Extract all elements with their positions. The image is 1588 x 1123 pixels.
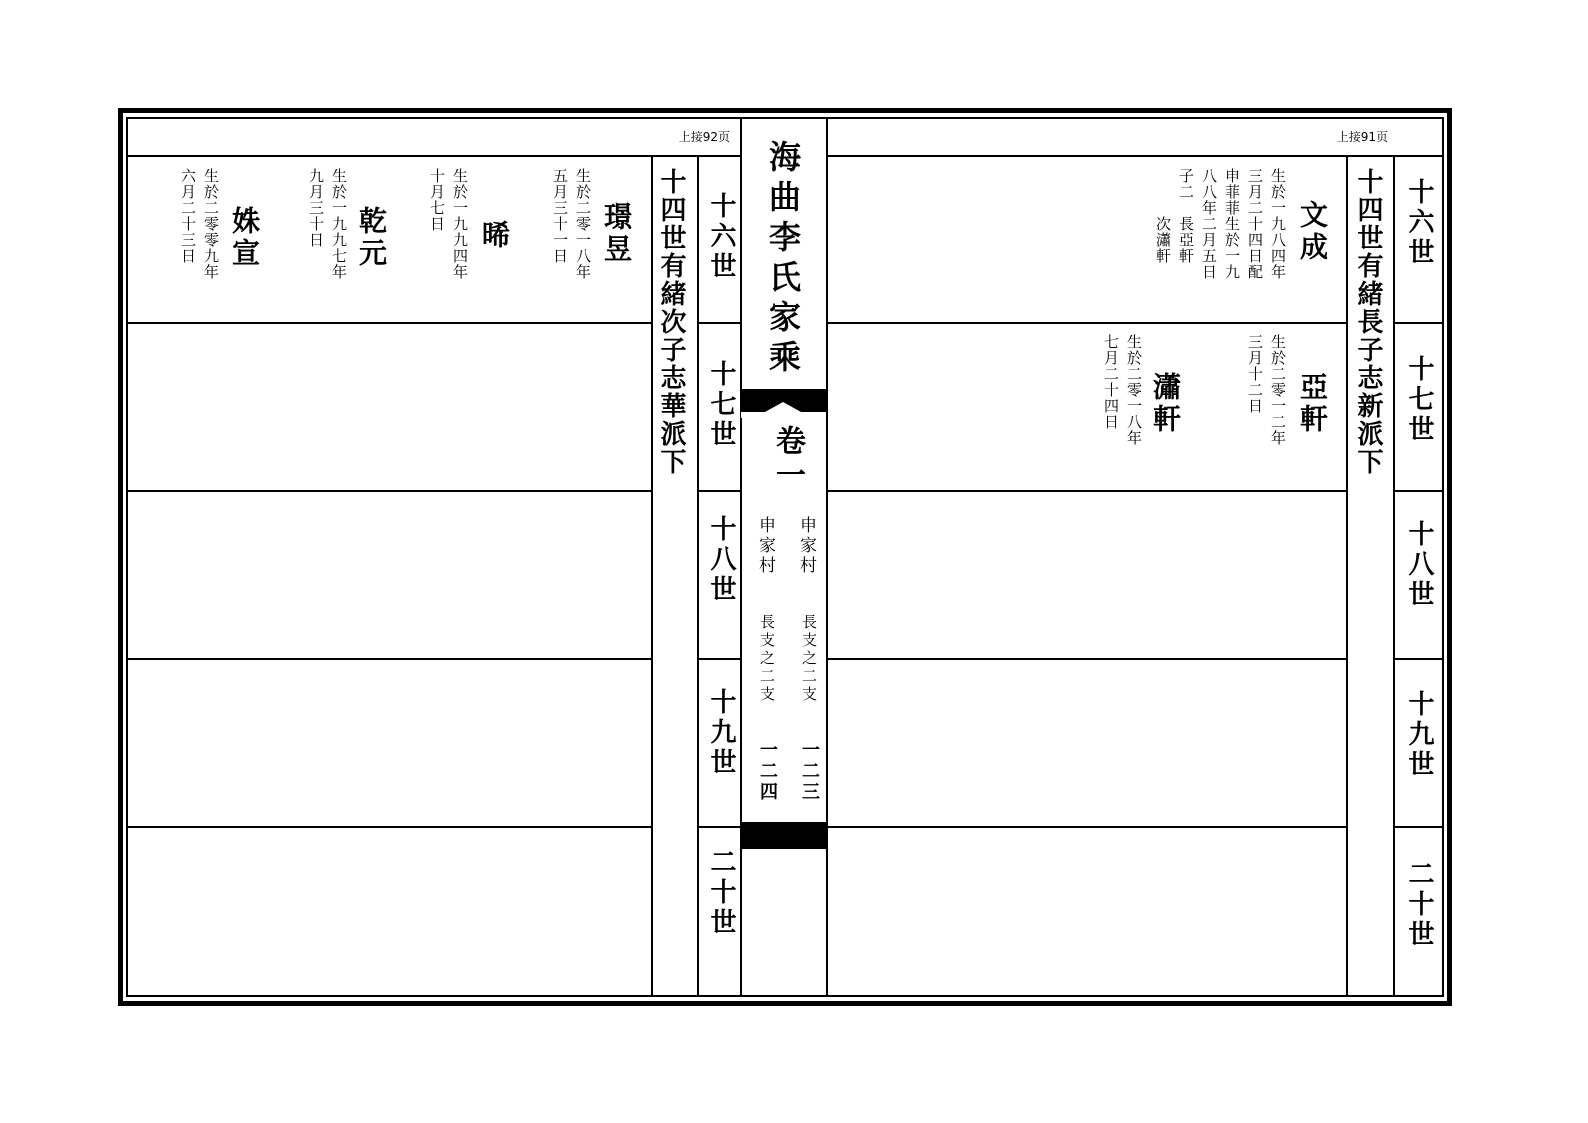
left-gen-label: 十六世 (706, 192, 736, 282)
right-gen-label: 十六世 (1404, 178, 1434, 268)
right-row-divider (827, 322, 1346, 324)
left-row-divider (127, 826, 651, 828)
right-gen-divider (1393, 322, 1443, 324)
left-gen-divider (697, 322, 740, 324)
person-info: 三月二十四日配 (1246, 168, 1264, 280)
left-row-divider (127, 658, 651, 660)
person-name: 璟昱 (600, 202, 633, 266)
spine-band-bottom (741, 822, 826, 852)
village-label: 申家村 (796, 516, 816, 576)
person-info: 五月三十一日 (551, 168, 569, 264)
left-header-divider (127, 155, 740, 157)
person-info: 生於一九八四年 (1269, 168, 1287, 280)
left-row-divider (127, 490, 651, 492)
person-info: 生於二零一八年 (1125, 334, 1143, 446)
spine-right-edge (826, 118, 828, 996)
right-gen-col-edge (1393, 156, 1395, 996)
person-info: 子二 長亞軒 (1177, 168, 1195, 264)
left-gen-label: 十八世 (706, 515, 736, 605)
right-gen-divider (1393, 490, 1443, 492)
branch-label: 長支之二支 (800, 614, 818, 704)
person-name: 亞軒 (1296, 372, 1329, 436)
right-header-divider (827, 155, 1443, 157)
branch-label: 長支之二支 (758, 614, 776, 704)
right-row-divider (827, 826, 1346, 828)
person-name: 乾元 (355, 206, 388, 270)
continuation-right: 上接91页 (1336, 130, 1388, 144)
volume-label: 卷一 (770, 425, 805, 493)
person-info: 生於一九九七年 (330, 168, 348, 280)
right-row-divider (827, 658, 1346, 660)
right-gen-label: 二十世 (1404, 860, 1434, 950)
person-info: 次瀟軒 (1154, 168, 1172, 264)
left-branch-title: 十四世有緒次子志華派下 (656, 168, 686, 476)
right-gen-label: 十八世 (1404, 520, 1434, 610)
person-name: 晞 (478, 220, 511, 252)
person-info: 三月十二日 (1246, 334, 1264, 414)
left-gen-label: 十九世 (706, 688, 736, 778)
village-label: 申家村 (755, 516, 775, 576)
page-number: 一二三 (799, 740, 820, 803)
person-name: 姝宣 (228, 206, 261, 270)
person-info: 生於二零零九年 (202, 168, 220, 280)
left-branch-col-edge (651, 156, 653, 996)
page-number: 一二四 (757, 740, 778, 803)
right-gen-divider (1393, 658, 1443, 660)
person-info: 六月二十三日 (179, 168, 197, 264)
book-title: 海曲李氏家乘 (764, 140, 802, 380)
person-info: 八八年二月五日 (1200, 168, 1218, 280)
left-gen-col-edge (697, 156, 699, 996)
right-branch-title: 十四世有緒長子志新派下 (1353, 168, 1383, 476)
person-info: 生於一九九四年 (451, 168, 469, 280)
left-gen-divider (697, 658, 740, 660)
continuation-left: 上接92页 (678, 130, 730, 144)
right-gen-label: 十九世 (1404, 690, 1434, 780)
left-gen-label: 二十世 (706, 848, 736, 938)
left-row-divider (127, 322, 651, 324)
left-gen-divider (697, 826, 740, 828)
person-info: 申菲菲生於一九 (1223, 168, 1241, 280)
person-name: 瀟軒 (1149, 372, 1182, 436)
left-gen-divider (697, 490, 740, 492)
right-row-divider (827, 490, 1346, 492)
left-gen-label: 十七世 (706, 360, 736, 450)
person-info: 生於二零一八年 (574, 168, 592, 280)
right-gen-label: 十七世 (1404, 355, 1434, 445)
right-branch-col-edge (1346, 156, 1348, 996)
person-info: 十月七日 (428, 168, 446, 232)
person-info: 九月三十日 (307, 168, 325, 248)
person-name: 文成 (1296, 200, 1329, 264)
person-info: 七月二十四日 (1102, 334, 1120, 430)
person-info: 生於二零一二年 (1269, 334, 1287, 446)
right-gen-divider (1393, 826, 1443, 828)
